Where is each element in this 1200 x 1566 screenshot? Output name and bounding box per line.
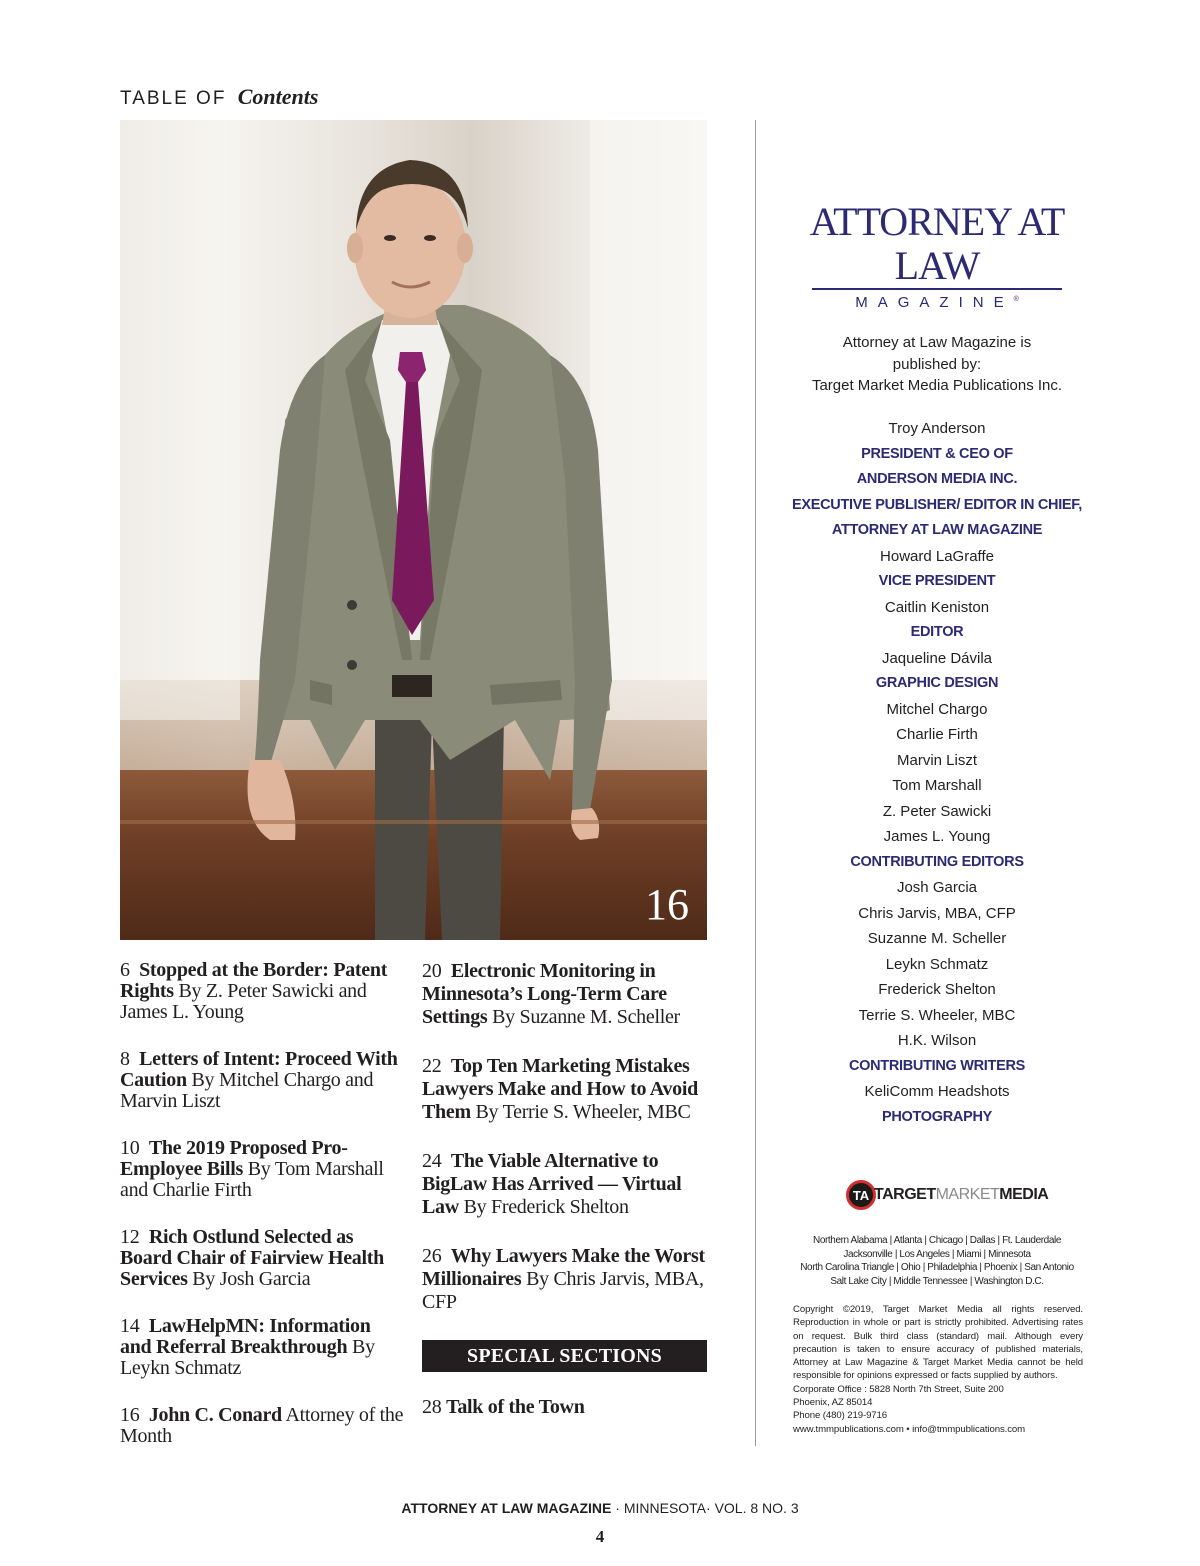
- article-title: LawHelpMN: Information and Referral Breakthrough: [120, 1315, 371, 1358]
- article-column-right: [422, 960, 707, 1445]
- registered-mark: ®: [1013, 296, 1019, 303]
- column-divider: [755, 120, 756, 1446]
- article-column-left: [120, 960, 405, 1473]
- article-page-number: 12: [120, 1226, 140, 1248]
- published-by: [790, 332, 1084, 397]
- article-title: Rich Ostlund Selected as Board Chair of Fairview Health Services: [120, 1226, 384, 1290]
- target-market-media-logo: [790, 1178, 1084, 1212]
- cover-photo: [120, 120, 707, 940]
- article-byline: By Suzanne M. Scheller: [492, 1006, 680, 1028]
- article-title: Stopped at the Border: Patent Rights: [120, 959, 388, 1002]
- staff-role: EDITOR: [910, 624, 964, 640]
- cities-list: [790, 1234, 1084, 1288]
- article-byline: By Chris Jarvis, MBA, CFP: [422, 1268, 704, 1313]
- article-entry[interactable]: [120, 1049, 405, 1112]
- staff-role: PRESIDENT & CEO OF: [861, 445, 1013, 462]
- staff-name: James L. Young: [883, 828, 991, 845]
- article-page-number: 26: [422, 1245, 442, 1267]
- article-byline: By Z. Peter Sawicki and James L. Young: [120, 980, 367, 1023]
- page-number: 4: [595, 1527, 605, 1546]
- staff-name: Z. Peter Sawicki: [882, 802, 992, 820]
- tmm-logo-part: TARGET: [874, 1186, 936, 1203]
- article-byline: By Mitchel Chargo and Marvin Liszt: [120, 1069, 374, 1112]
- address-line: Phoenix, AZ 85014: [793, 1397, 873, 1409]
- web-email-line[interactable]: www.tmmpublications.com • info@tmmpublications.com: [793, 1423, 1026, 1435]
- staff-role: EXECUTIVE PUBLISHER/ EDITOR IN CHIEF,: [792, 496, 1082, 513]
- article-byline: By Josh Garcia: [192, 1268, 311, 1290]
- cities-line: North Carolina Triangle | Ohio | Philadelphia | Phoenix | San Antonio: [800, 1262, 1074, 1273]
- staff-name: Suzanne M. Scheller: [867, 930, 1007, 947]
- logo-rule: [812, 288, 1062, 290]
- published-by-line: published by:: [892, 355, 982, 373]
- article-title: The 2019 Proposed Pro-Employee Bills: [120, 1137, 348, 1180]
- staff-name: Caitlin Keniston: [884, 598, 990, 616]
- staff-name: Troy Anderson: [888, 420, 986, 437]
- staff-role: CONTRIBUTING WRITERS: [848, 1057, 1026, 1074]
- special-sections-heading: SPECIAL SECTIONS: [422, 1340, 707, 1372]
- article-title: Electronic Monitoring in Minnesota’s Long-Term Care Settings: [422, 960, 667, 1028]
- article-page-number: 6: [120, 959, 130, 981]
- staff-role: ANDERSON MEDIA INC.: [856, 471, 1018, 487]
- article-entry[interactable]: [422, 960, 707, 1029]
- article-title: Why Lawyers Make the Worst Millionaires: [422, 1245, 705, 1290]
- toc-header-label: TABLE OF: [120, 88, 227, 109]
- cities-line: Northern Alabama | Atlanta | Chicago | Dallas | Ft. Lauderdale: [813, 1235, 1061, 1246]
- article-page-number: 8: [120, 1048, 130, 1070]
- cities-line: Salt Lake City | Middle Tennessee | Washington D.C.: [830, 1275, 1044, 1287]
- photo-page-number: 16: [645, 880, 689, 929]
- staff-name: Charlie Firth: [896, 726, 978, 743]
- tmm-logo-text: [874, 1186, 1048, 1204]
- toc-header-script: Contents: [237, 84, 319, 109]
- article-entry[interactable]: [120, 1138, 405, 1201]
- staff-role: ATTORNEY AT LAW MAGAZINE: [831, 522, 1043, 538]
- article-page-number: 28: [422, 1396, 442, 1418]
- article-page-number: 24: [422, 1150, 442, 1172]
- published-by-line: Attorney at Law Magazine is: [842, 334, 1032, 351]
- article-title: John C. Conard: [148, 1404, 282, 1426]
- article-byline: By Leykn Schmatz: [120, 1336, 375, 1379]
- article-byline: Attorney of the Month: [120, 1404, 404, 1447]
- copyright-block: [793, 1303, 1083, 1436]
- staff-name: Jaqueline Dávila: [881, 649, 993, 667]
- logo-main-text: ATTORNEY AT LAW: [809, 199, 1065, 288]
- article-entry[interactable]: [120, 960, 405, 1023]
- footer-magazine-name: ATTORNEY AT LAW MAGAZINE: [401, 1500, 612, 1516]
- staff-name: Chris Jarvis, MBA, CFP: [858, 904, 1016, 922]
- article-title: Talk of the Town: [446, 1396, 585, 1418]
- staff-name: Leykn Schmatz: [885, 955, 989, 973]
- staff-role: CONTRIBUTING EDITORS: [850, 853, 1024, 870]
- staff-name: Josh Garcia: [896, 879, 978, 896]
- article-entry[interactable]: [120, 1405, 405, 1447]
- staff-name: Howard LaGraffe: [880, 547, 994, 565]
- article-entry[interactable]: [422, 1055, 707, 1124]
- staff-name: Mitchel Chargo: [886, 700, 988, 718]
- article-title: Letters of Intent: Proceed With Caution: [120, 1048, 398, 1091]
- staff-role: PHOTOGRAPHY: [881, 1108, 993, 1125]
- article-entry[interactable]: [120, 1316, 405, 1379]
- article-page-number: 14: [120, 1315, 140, 1337]
- article-entry[interactable]: [422, 1150, 707, 1219]
- article-page-number: 20: [422, 960, 442, 982]
- article-page-number: 22: [422, 1055, 442, 1077]
- article-byline: By Terrie S. Wheeler, MBC: [475, 1101, 691, 1123]
- cities-line: Jacksonville | Los Angeles | Miami | Minnesota: [843, 1248, 1031, 1260]
- toc-header: [120, 84, 318, 110]
- footer-issue-info: · MINNESOTA· VOL. 8 NO. 3: [611, 1500, 799, 1516]
- article-title: Top Ten Marketing Mistakes Lawyers Make and How to Avoid Them: [422, 1055, 698, 1123]
- staff-name: Tom Marshall: [892, 777, 982, 794]
- page-footer: [0, 1500, 1200, 1516]
- staff-list: [790, 416, 1084, 1130]
- tmm-logo-part: MEDIA: [999, 1186, 1049, 1203]
- address-line: Corporate Office : 5828 North 7th Street, Suite 200: [793, 1383, 1004, 1395]
- staff-name: KeliComm Headshots: [864, 1083, 1010, 1100]
- tmm-logo-icon: TA: [846, 1180, 876, 1210]
- logo-sub-text: [790, 294, 1084, 311]
- article-page-number: 10: [120, 1137, 140, 1159]
- staff-role: VICE PRESIDENT: [878, 573, 996, 589]
- article-byline: By Frederick Shelton: [463, 1196, 629, 1218]
- staff-name: Marvin Liszt: [896, 751, 978, 769]
- attorney-portrait-illustration: [120, 120, 707, 940]
- article-page-number: 16: [120, 1404, 140, 1426]
- article-entry[interactable]: [422, 1396, 707, 1419]
- staff-name: Frederick Shelton: [878, 981, 996, 998]
- copyright-text: Copyright ©2019, Target Market Media all rights reserved. Reproduction in whole or part is strictly prohibited. Advertising rates on request. Bulk third class (standard) mail. Although every precaution is taken to ensure accuracy of published materials, Attorney at Law Magazine & Target Market Media cannot be held responsible for opinions expressed or facts supplied by authors.: [793, 1304, 1083, 1382]
- article-byline: By Tom Marshall and Charlie Firth: [120, 1158, 384, 1201]
- staff-name: Terrie S. Wheeler, MBC: [858, 1006, 1016, 1024]
- article-entry[interactable]: [422, 1245, 707, 1314]
- magazine-logo: [790, 200, 1084, 311]
- logo-sub-label: MAGAZINE: [855, 294, 1014, 311]
- phone-line: Phone (480) 219-9716: [793, 1410, 888, 1422]
- tmm-logo-part: MARKET: [935, 1186, 1000, 1203]
- article-title: The Viable Alternative to BigLaw Has Arrived — Virtual Law: [422, 1150, 682, 1218]
- published-by-line: Target Market Media Publications Inc.: [811, 377, 1063, 394]
- staff-role: GRAPHIC DESIGN: [875, 675, 999, 691]
- staff-name: H.K. Wilson: [897, 1032, 977, 1049]
- article-entry[interactable]: [120, 1227, 405, 1290]
